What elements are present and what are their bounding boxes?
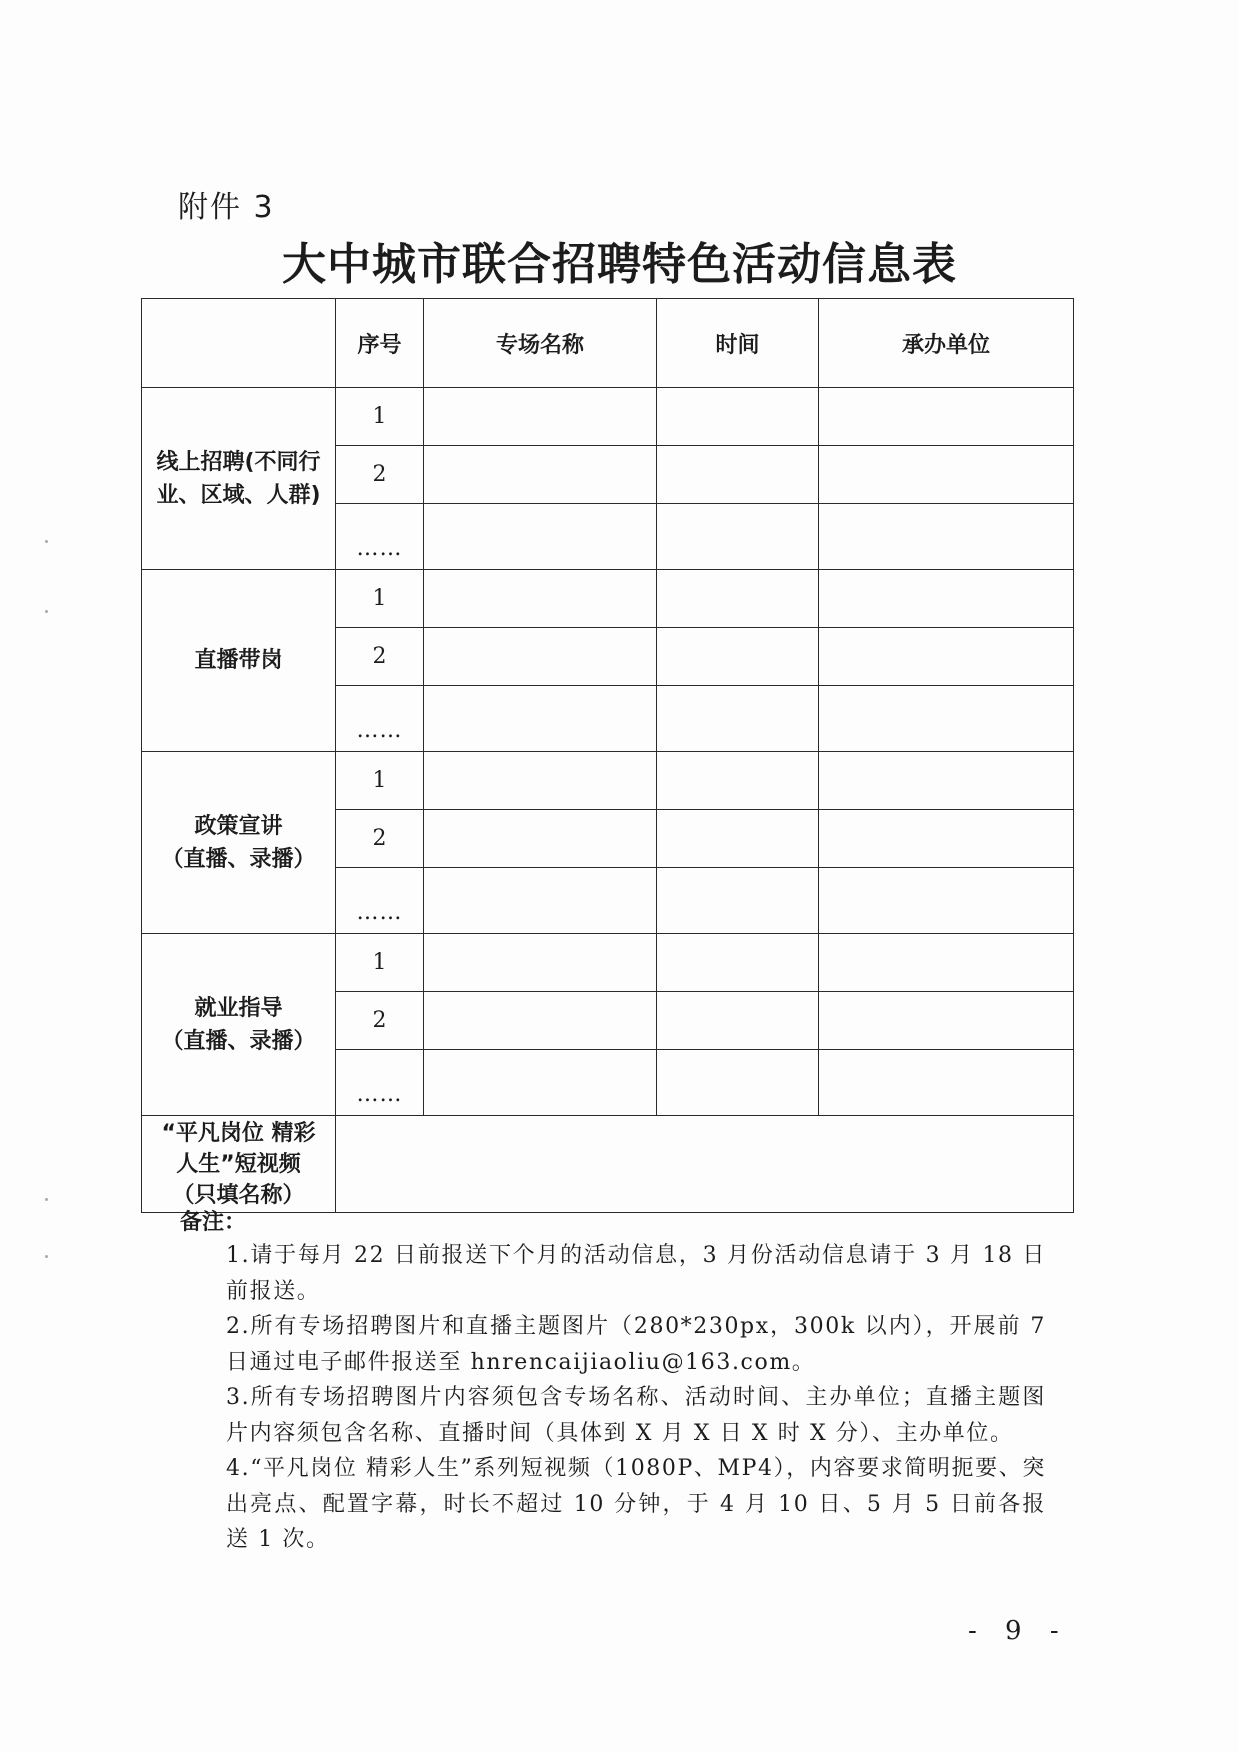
organizer-cell[interactable] (819, 686, 1074, 752)
category-line: （直播、录播） (161, 846, 316, 872)
organizer-cell[interactable] (819, 810, 1074, 868)
short-video-label (142, 1116, 336, 1213)
table-row (142, 752, 1074, 810)
organizer-cell[interactable] (819, 570, 1074, 628)
seq-cell: 2 (336, 446, 424, 504)
time-cell[interactable] (657, 504, 819, 570)
time-cell[interactable] (657, 388, 819, 446)
category-line: （直播、录播） (161, 1028, 316, 1054)
time-cell[interactable] (657, 868, 819, 934)
note-item: 2.所有专场招聘图片和直播主题图片（280*230px，300k 以内），开展前 7 日通过电子邮件报送至 hnrencaijiaoliu@163.com。 (226, 1314, 1046, 1375)
session-name-cell[interactable] (424, 504, 657, 570)
seq-cell: 1 (336, 934, 424, 992)
organizer-cell[interactable] (819, 752, 1074, 810)
seq-cell: 1 (336, 570, 424, 628)
time-cell[interactable] (657, 570, 819, 628)
category-line: （只填名称） (172, 1182, 305, 1208)
category-line: 直播带岗 (194, 648, 283, 673)
session-name-cell[interactable] (424, 628, 657, 686)
time-cell[interactable] (657, 446, 819, 504)
session-name-cell[interactable] (424, 388, 657, 446)
seq-cell: 2 (336, 628, 424, 686)
session-name-cell[interactable] (424, 868, 657, 934)
organizer-cell[interactable] (819, 868, 1074, 934)
session-name-cell[interactable] (424, 992, 657, 1050)
scan-speck (45, 1255, 48, 1258)
organizer-cell[interactable] (819, 934, 1074, 992)
page-number: - 9 - (968, 1616, 1069, 1646)
table-row (142, 388, 1074, 446)
organizer-cell[interactable] (819, 628, 1074, 686)
time-cell[interactable] (657, 992, 819, 1050)
time-cell[interactable] (657, 810, 819, 868)
session-name-cell[interactable] (424, 1050, 657, 1116)
document-title: 大中城市联合招聘特色活动信息表 (282, 239, 957, 290)
scan-speck (45, 540, 48, 543)
session-name-cell[interactable] (424, 570, 657, 628)
short-video-name-cell[interactable] (336, 1116, 1074, 1213)
category-line: 政策宣讲 (194, 813, 283, 839)
seq-cell: …… (336, 686, 424, 752)
session-name-cell[interactable] (424, 934, 657, 992)
activity-info-table (141, 298, 1074, 1213)
header-cell-session-name: 专场名称 (424, 299, 657, 388)
category-cell (142, 570, 336, 752)
seq-cell: 1 (336, 388, 424, 446)
seq-cell: 2 (336, 810, 424, 868)
table-header-row (142, 299, 1074, 388)
table-row (142, 570, 1074, 628)
category-cell (142, 388, 336, 570)
header-cell-seq: 序号 (336, 299, 424, 388)
header-cell-time: 时间 (657, 299, 819, 388)
note-item: 4.“平凡岗位 精彩人生”系列短视频（1080P、MP4），内容要求简明扼要、突出亮点、配置字幕，时长不超过 10 分钟，于 4 月 10 日、5 月 5 日前各报送 1 次。 (226, 1456, 1046, 1552)
category-line: “平凡岗位 精彩 (161, 1120, 316, 1146)
header-cell-category (142, 299, 336, 388)
seq-cell: …… (336, 1050, 424, 1116)
time-cell[interactable] (657, 1050, 819, 1116)
category-cell (142, 752, 336, 934)
note-item: 3.所有专场招聘图片内容须包含专场名称、活动时间、主办单位；直播主题图片内容须包含名称、直播时间（具体到 X 月 X 日 X 时 X 分）、主办单位。 (226, 1385, 1046, 1446)
category-line: 线上招聘(不同行 (156, 449, 321, 475)
scan-speck (45, 610, 48, 613)
category-line: 就业指导 (194, 995, 283, 1021)
category-cell (142, 934, 336, 1116)
time-cell[interactable] (657, 934, 819, 992)
table-row (142, 934, 1074, 992)
seq-cell: 1 (336, 752, 424, 810)
attachment-label: 附件 3 (178, 190, 275, 225)
organizer-cell[interactable] (819, 1050, 1074, 1116)
seq-cell: …… (336, 868, 424, 934)
organizer-cell[interactable] (819, 388, 1074, 446)
seq-cell: …… (336, 504, 424, 570)
time-cell[interactable] (657, 752, 819, 810)
time-cell[interactable] (657, 686, 819, 752)
header-cell-organizer: 承办单位 (819, 299, 1074, 388)
category-line: 业、区域、人群) (156, 482, 321, 508)
note-item: 1.请于每月 22 日前报送下个月的活动信息，3 月份活动信息请于 3 月 18 日前报送。 (226, 1243, 1046, 1304)
category-line: 人生”短视频 (176, 1151, 301, 1177)
session-name-cell[interactable] (424, 446, 657, 504)
notes-heading: 备注： (180, 1210, 247, 1235)
seq-cell: 2 (336, 992, 424, 1050)
organizer-cell[interactable] (819, 992, 1074, 1050)
session-name-cell[interactable] (424, 752, 657, 810)
short-video-row (142, 1116, 1074, 1213)
session-name-cell[interactable] (424, 686, 657, 752)
time-cell[interactable] (657, 628, 819, 686)
organizer-cell[interactable] (819, 446, 1074, 504)
notes-list (226, 1238, 1046, 1558)
organizer-cell[interactable] (819, 504, 1074, 570)
scan-speck (45, 1198, 48, 1201)
session-name-cell[interactable] (424, 810, 657, 868)
